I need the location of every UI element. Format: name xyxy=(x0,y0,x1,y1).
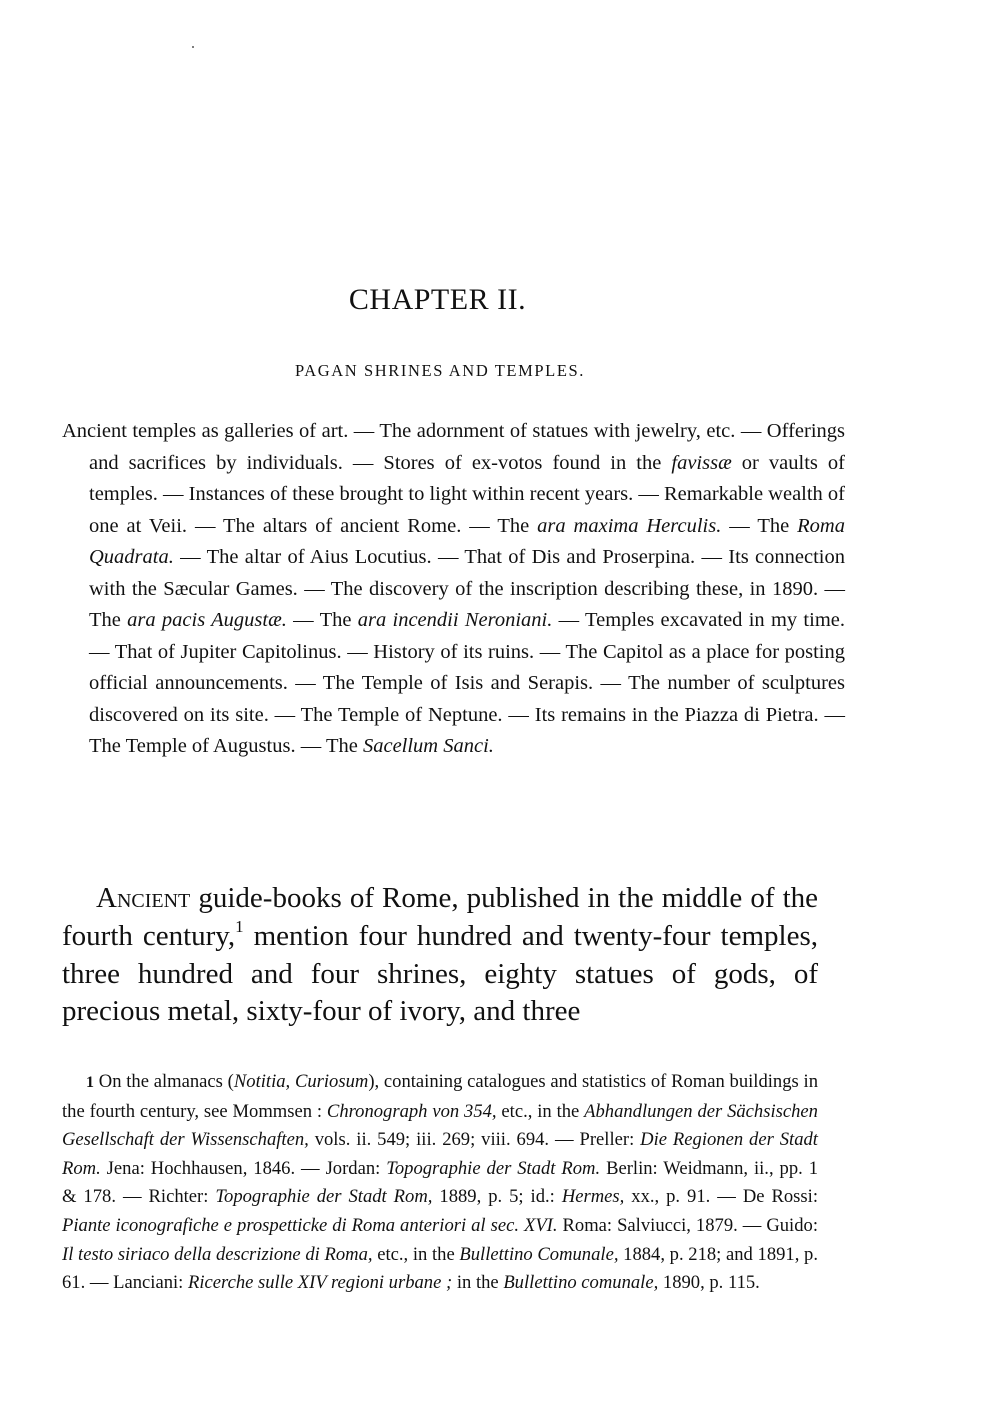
footnote-segment-italic-19: Bullettino Comunale, xyxy=(459,1243,619,1265)
summary-segment-text-2: or vaults of temples. — Instances of these brought to light within recent years. — Remarkable wealth of one at Veii. — The altars of ancient Rome. — The xyxy=(89,451,846,537)
footnote-segment-italic-11: Topographie der Stadt Rom, xyxy=(215,1186,433,1208)
summary-segment-text-4: — The xyxy=(721,514,798,537)
body-text-start: guide-books of Rome, published in the middle of the fourth century, xyxy=(62,882,818,952)
footnote-reference: 1 xyxy=(235,916,244,936)
summary-segment-text-0: Ancient temples as galleries of art. — The adornment of statues with jewelry, etc. — Offerings and sacrifices by individuals. — Stores of ex-votos found in the xyxy=(62,420,845,474)
body-text-end: mention four hundred and twenty-four temples, three hundred and four shrines, eighty statues of gods, of precious metal, sixty-four of ivory, and three xyxy=(62,919,818,1028)
footnote-segment-italic-7: Die Regionen der Stadt Rom. xyxy=(62,1129,818,1179)
footnote-segment-italic-17: Il testo siriaco della descrizione di Roma, xyxy=(62,1243,373,1265)
summary-segment-italic-5: Roma Quadrata. xyxy=(89,514,845,568)
footnote-segment-text-0: On the almanacs ( xyxy=(94,1071,234,1092)
footnote-segment-italic-3: Chronograph von 354, xyxy=(326,1100,497,1122)
summary-segment-italic-3: ara maxima Herculis. xyxy=(537,514,722,537)
footnote-segment-text-6: vols. ii. 549; iii. 269; viii. 694. — Preller: xyxy=(308,1129,641,1151)
summary-segment-italic-11: Sacellum Sanci. xyxy=(362,735,494,757)
footnote-segment-text-20: 1884, p. 218; and 1891, p. 61. — Lanciani: xyxy=(62,1243,818,1294)
summary-segment-text-6: — The altar of Aius Locutius. — That of Dis and Proserpina. — Its connection with the Sæcular Games. — The discovery of the inscription describing these, in 1890. — The xyxy=(89,546,845,631)
summary-segment-italic-1: favissæ xyxy=(671,451,732,474)
chapter-title: CHAPTER II. xyxy=(348,283,527,316)
footnote-segment-text-18: etc., in the xyxy=(372,1243,460,1265)
footnote-segment-italic-5: Abhandlungen der Sächsischen Gesellschaft der Wissenschaften, xyxy=(62,1100,818,1151)
summary-segment-italic-7: ara pacis Augustæ. xyxy=(127,609,287,631)
chapter-summary xyxy=(62,416,845,763)
footnote-segment-text-12: 1889, p. 5; id.: xyxy=(432,1186,562,1208)
summary-segment-text-8: — The xyxy=(286,609,358,631)
footnote-segment-text-2: ), containing catalogues and statistics of Roman buildings in the fourth century, see Mommsen : xyxy=(62,1071,818,1122)
summary-segment-italic-9: ara incendii Neroniani. xyxy=(357,609,553,631)
footnote xyxy=(62,1068,818,1298)
lead-word: Ancient xyxy=(96,882,191,914)
footnote-segment-italic-13: Hermes, xyxy=(561,1186,625,1208)
footnote-segment-text-22: in the xyxy=(452,1272,504,1294)
scan-speck xyxy=(192,46,194,48)
footnote-segment-italic-9: Topographie der Stadt Rom. xyxy=(386,1157,601,1179)
chapter-subtitle: PAGAN SHRINES AND TEMPLES. xyxy=(294,361,586,380)
footnote-segment-text-8: Jena: Hochhausen, 1846. — Jordan: xyxy=(100,1157,387,1179)
footnote-segment-text-4: etc., in the xyxy=(496,1100,585,1122)
footnote-segment-italic-23: Bullettino comunale, xyxy=(503,1272,659,1294)
footnote-segment-text-16: Roma: Salviucci, 1879. — Guido: xyxy=(557,1214,818,1236)
footnote-number: 1 xyxy=(86,1074,94,1091)
footnote-segment-italic-1: Notitia, Curiosum xyxy=(233,1071,369,1092)
footnote-segment-italic-21: Ricerche sulle XIV regioni urbane ; xyxy=(188,1272,453,1294)
body-paragraph xyxy=(62,880,818,1031)
footnote-segment-text-10: Berlin: Weidmann, ii., pp. 1 & 178. — Richter: xyxy=(62,1157,818,1208)
footnote-segment-text-14: xx., p. 91. — De Rossi: xyxy=(624,1186,818,1208)
footnote-segment-text-24: 1890, p. 115. xyxy=(658,1272,760,1294)
footnote-segment-italic-15: Piante iconografiche e prospetticke di Roma anteriori al sec. XVI. xyxy=(62,1214,558,1236)
summary-segment-text-10: — Temples excavated in my time. — That of Jupiter Capitolinus. — History of its ruins. — The Capitol as a place for posting official announcements. — The Temple of Isis and Serapis. — The number of sculptures discovered on its site. — The Temple of Neptune. — Its remains in the Piazza di Pietra. — The Temple of Augustus. — The xyxy=(89,609,845,757)
